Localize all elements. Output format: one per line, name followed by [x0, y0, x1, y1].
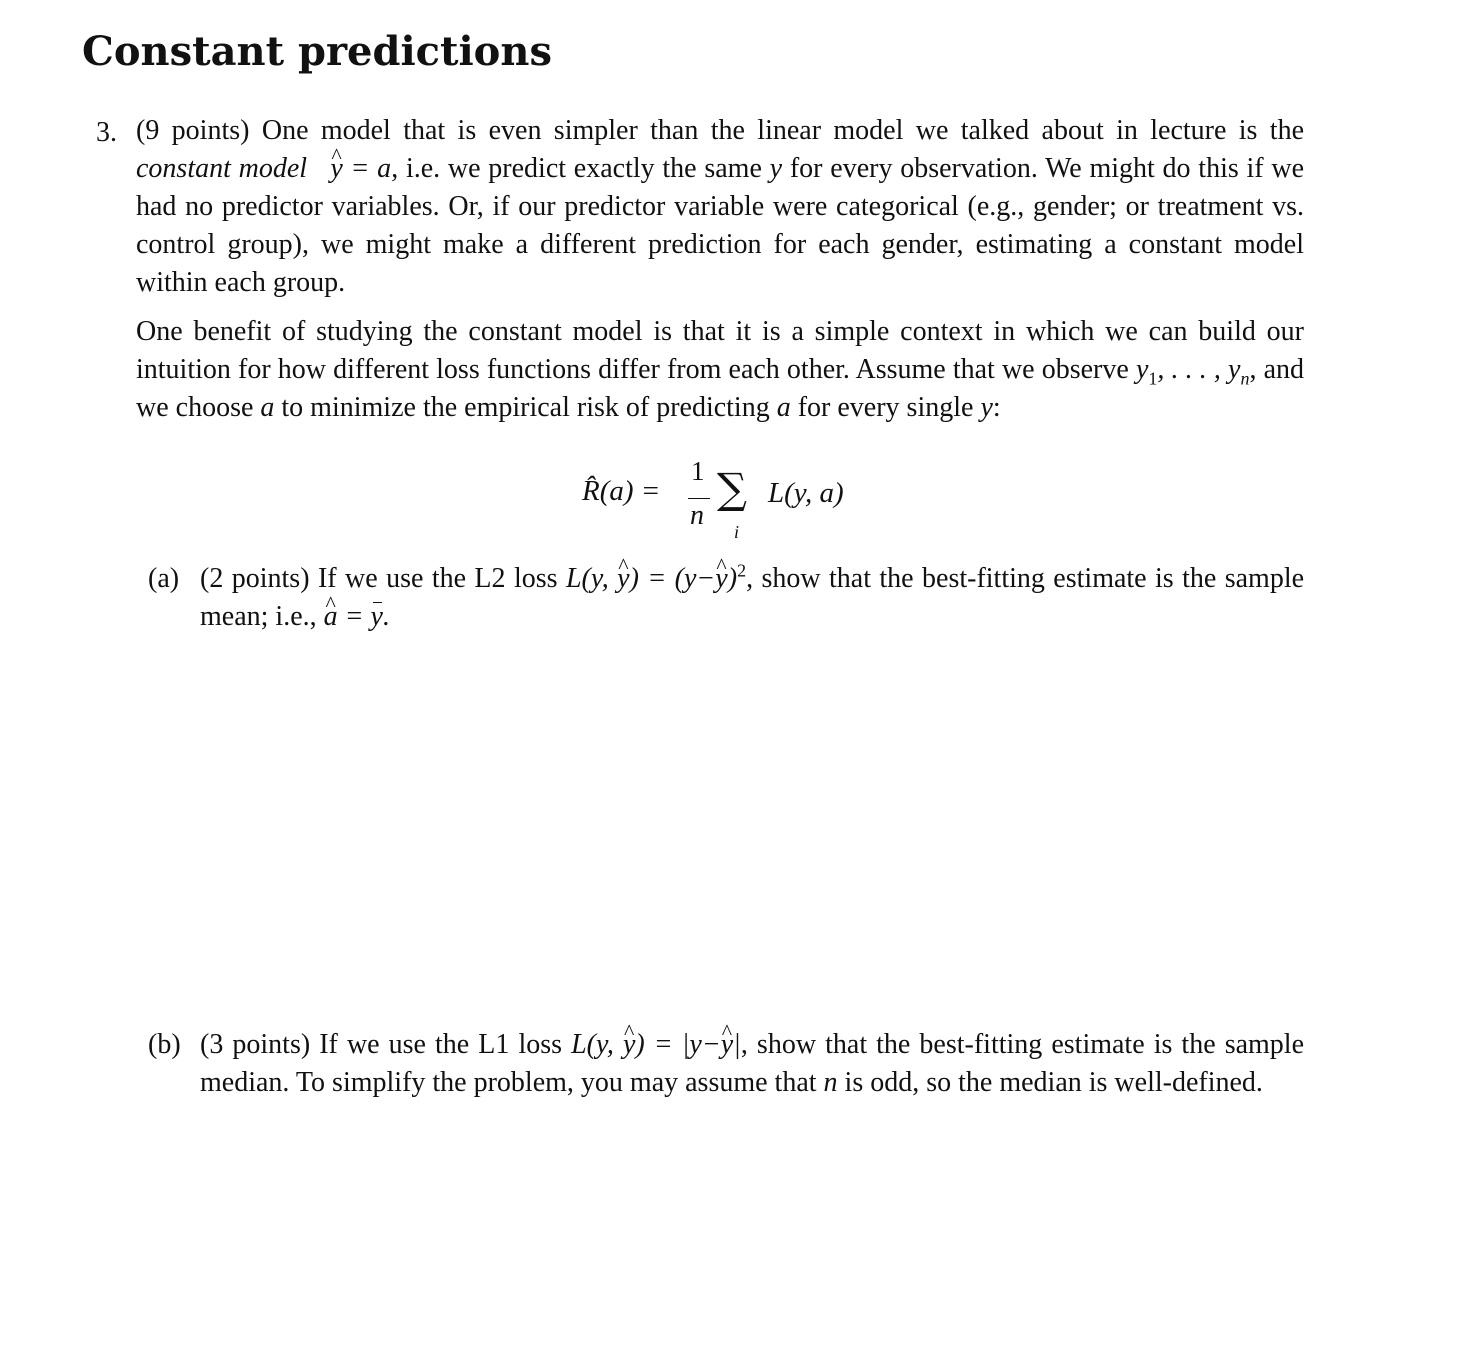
problem-text-2b: , and we choose	[136, 354, 1304, 423]
problem-text-2e: :	[992, 392, 1001, 423]
part-a-points: (2 points)	[200, 563, 310, 594]
page-title: Constant predictions	[82, 28, 552, 75]
equation-numerator: 1	[691, 456, 705, 486]
problem-text-2d: for every single	[797, 392, 974, 423]
math-l1-loss: L(y, ^ y) = |y−^ y|	[571, 1029, 741, 1060]
equation-lhs: R̂(a) =	[582, 475, 661, 507]
part-b-text-b: , show that the best-fitting estimate is the sample median. To simplify the problem, you may assume that	[200, 1029, 1305, 1098]
part-b-text-c: is odd, so the median is well-defined.	[844, 1067, 1263, 1098]
part-b-points: (3 points)	[200, 1029, 311, 1060]
part-b-label: (b)	[148, 1029, 181, 1060]
math-ahat-eq-ybar: ^ a = y.	[324, 601, 390, 632]
problem-intro-paragraph	[136, 112, 1304, 302]
constant-model-term: constant model	[136, 153, 308, 184]
problem-text-2c: to minimize the empirical risk of predicting	[281, 392, 770, 423]
part-b-text	[200, 1026, 1304, 1102]
sum-index: i	[734, 522, 740, 542]
fraction-bar	[688, 498, 710, 499]
equation-rhs: L(y, a)	[768, 477, 844, 509]
part-b-text-a: If we use the L1 loss	[319, 1029, 563, 1060]
problem-text-2a: One benefit of studying the constant model is that it is a simple context in which we can build our intuition for how different loss functions differ from each other. Assume that we observe	[136, 316, 1304, 385]
problem-text-1b: , i.e. we predict exactly the same	[391, 153, 762, 184]
sigma-symbol: ∑	[717, 464, 747, 513]
problem-number: 3.	[96, 117, 117, 148]
equation-denominator: n	[690, 500, 704, 531]
math-y1-yn: $y_1$, . . . , $y_n$	[1135, 354, 1250, 389]
problem-text-1c: for every observation. We might do this if we had no predictor variables. Or, if our predictor variable were categorical (e.g., gender; or treatment vs. control group), we might make a different prediction for each gender, estimating a constant model within each group.	[136, 153, 1305, 298]
problem-points: (9 points)	[136, 115, 250, 146]
math-l2-loss: L(y, ^ y) = (y−^ y)$^2$	[566, 563, 746, 594]
part-a-label: (a)	[148, 563, 180, 594]
math-y: y	[980, 392, 993, 423]
problem-second-paragraph	[136, 313, 1304, 427]
math-a: a	[260, 392, 275, 423]
part-a-text-b: , show that the best-fitting estimate is the sample mean; i.e.,	[200, 563, 1305, 632]
part-a-text-a: If we use the L2 loss	[317, 563, 558, 594]
math-a: a	[776, 392, 791, 423]
part-a-text	[200, 560, 1304, 636]
math-yhat-eq-a: ^ y = a	[330, 153, 391, 184]
math-n: n	[823, 1067, 838, 1098]
problem-text-1a: One model that is even simpler than the linear model we talked about in lecture is the	[261, 115, 1305, 146]
math-y: y	[769, 153, 783, 184]
